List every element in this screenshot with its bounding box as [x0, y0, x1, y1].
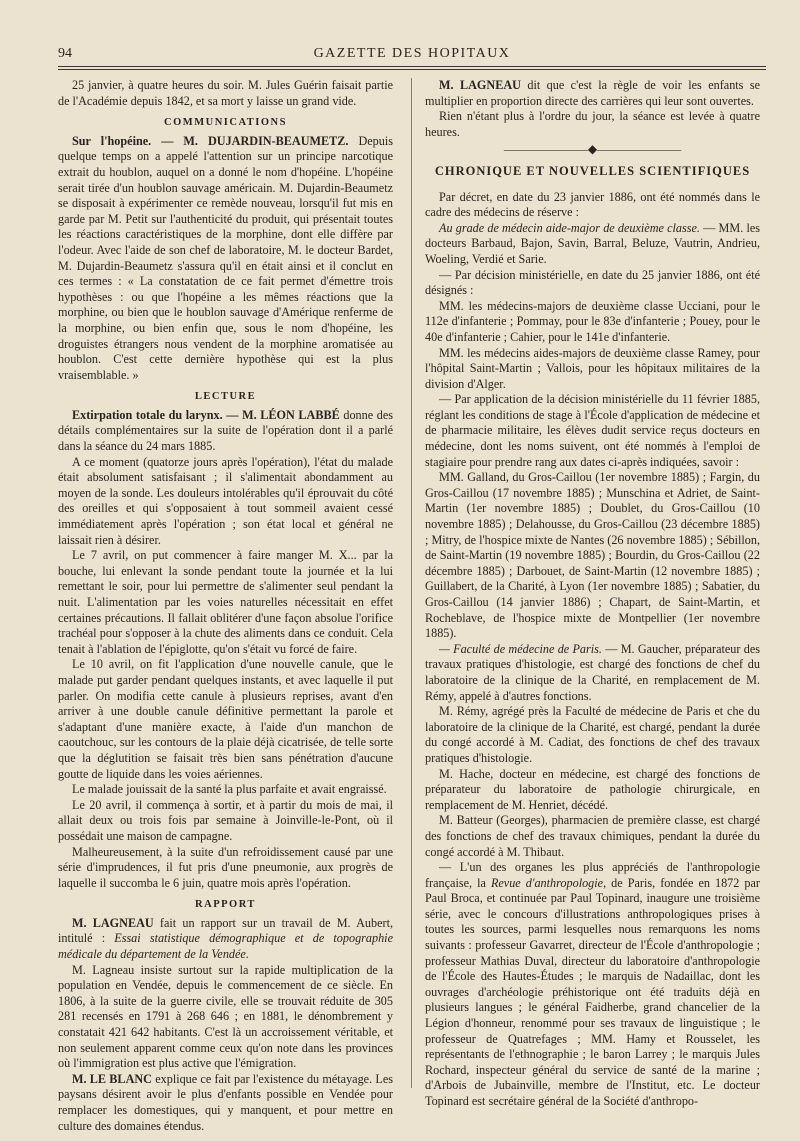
- revue-text-a: — L'un des organes les plus appréciés de l'anthropologie française, la: [425, 860, 760, 890]
- rapport-paragraph: [58, 916, 393, 963]
- leblanc-text: explique ce fait par l'existence du métayage. Les paysans désirent avoir le plus d'enfants possible en Vendée pour remplacer les domestiques, qui y manquent, et pour mettre en culture des domaines étendus.: [58, 1071, 393, 1133]
- lagneau-paragraph: [425, 78, 760, 109]
- larynx-text: donne des détails complémentaires sur la suite de l'opération dont il a parlé dans la séance du 24 mars 1885.: [58, 407, 394, 454]
- paragraph: — Par application de la décision ministérielle du 11 février 1885, réglant les conditions de stage à l'École d'application de médecine et de pharmacie militaire, les élèves dudit service reçus docteurs en médecine, dont les noms suivent, ont été nommés à l'emploi de stagiaire pour prendre rang aux dates ci-après indiquées, savoir :: [425, 392, 760, 469]
- header-rule-top: [58, 66, 766, 67]
- paragraph: M. Rémy, agrégé près la Faculté de médecine de Paris et che du laboratoire de la clinique de la Charité, est chargé, pendant la durée du congé accordé à M. Cadiat, des fonctions de chef des travaux pratiques d'histologie.: [425, 704, 760, 765]
- leblanc-paragraph: [58, 1072, 393, 1134]
- separator-ornament: ———————◆———————: [503, 142, 682, 157]
- grade-title: Au grade de médecin aide-major de deuxième classe.: [439, 220, 700, 235]
- paragraph: Le 7 avril, on put commencer à faire manger M. X... par la bouche, lui enlevant la sonde pendant toute la journée et la lui remettant le soir, pour lui permettre de s'alimenter seul pendant la nuit. L'alimentation par les voies naturelles nécessitait en effet certaines précautions. Il fallait oblitérer d'une façon absolue l'orifice trachéal pour s'opposer à la chute des aliments dans ce conduit. Cela tenait à l'ablation de l'épiglotte, qu'on s'était vu forcé de faire.: [58, 548, 393, 656]
- paragraph: M. Hache, docteur en médecine, est chargé des fonctions de préparateur du laboratoire de pathologie chirurgicale, en remplacement de M. Henriet, décédé.: [425, 766, 760, 812]
- header-rule-bottom: [58, 69, 766, 70]
- faculte-paragraph: [425, 642, 760, 704]
- paragraph: Par décret, en date du 23 janvier 1886, ont été nommés dans le cadre des médecins de réserve :: [425, 189, 760, 220]
- larynx-paragraph: [58, 408, 393, 455]
- intro-paragraph: 25 janvier, à quatre heures du soir. M. Jules Guérin faisait partie de l'Académie depuis 1842, et sa mort y laisse un grand vide.: [58, 78, 393, 108]
- section-heading-lecture: LECTURE: [194, 391, 257, 403]
- rapport-work-title: Essai statistique démographique et de topographie médicale du département de la Vendée.: [58, 931, 393, 962]
- column-divider: [411, 78, 412, 1088]
- hopeine-author: — M. DUJARDIN-BEAUMETZ.: [161, 133, 349, 148]
- paragraph: MM. les médecins aides-majors de deuxième classe Ramey, pour l'hôpital Saint-Martin ; Vallois, pour les hôpitaux militaires de la division d'Alger.: [425, 345, 760, 391]
- revue-text-b: , de Paris, fondée en 1872 par Paul Broca, et continuée par Paul Topinard, inaugure une troisième série, avec le concours d'illustrations anthropologiques prises à toutes les sources, parmi lesquelles nous remarquons les noms suivants : professeur Gavarret, directeur de l'École d'anthropologie ; professeur Mathias Duval, directeur du laboratoire d'anthropologie de l'École des Hautes-Études ; le marquis de Nadaillac, dont les ouvrages d'archéologie préhistorique ont été traduits déjà en plusieurs langues ; le général Faidherbe, grand chancelier de la Légion d'honneur, renommé pour ses travaux de linguistique ; le professeur de Quatrefages ; MM. Hamy et Rousselet, les représentants de l'ethnographie ; le baron Larrey ; le marquis Jules Rochard, inspecteur général du service de santé de la marine ; d'Arbois de Jubainville, membre de l'Institut, etc. Le docteur Topinard est secrétaire général de la Société d'anthropo-: [425, 875, 760, 1108]
- grade-text: — MM. les docteurs Barbaud, Bajon, Savin, Barral, Beluze, Vautrin, Andrieu, Woeling, Verdié et Sarie.: [425, 220, 760, 266]
- grade-paragraph: [425, 221, 760, 268]
- section-heading-rapport: RAPPORT: [195, 899, 256, 911]
- hopeine-title: Sur l'hopéine.: [72, 133, 152, 148]
- journal-title: GAZETTE DES HOPITAUX: [313, 46, 511, 61]
- larynx-author: — M. LÉON LABBÉ: [226, 407, 340, 422]
- paragraph: A ce moment (quatorze jours après l'opération), l'état du malade était absolument satisfaisant ; il s'alimentait abondamment au moyen de la sonde. Les douleurs intolérables qu'il éprouvait du côté des oreilles et qui s'opposaient à tout sommeil avaient cessé immédiatement après l'opération ; son état local et général ne laissait rien à désirer.: [58, 454, 393, 547]
- right-column: [425, 78, 760, 1110]
- paragraph: Rien n'étant plus à l'ordre du jour, la séance est levée à quatre heures.: [425, 109, 760, 139]
- paragraph: Le 20 avril, il commença à sortir, et à partir du mois de mai, il allait deux ou trois fois par semaine à Joinville-le-Pont, où il possédait une maison de campagne.: [58, 797, 393, 843]
- rapport-author: M. LAGNEAU: [72, 915, 154, 930]
- paragraph: MM. les médecins-majors de deuxième classe Ucciani, pour le 112e d'infanterie ; Pommay, pour le 83e d'infanterie ; Pouey, pour le 40e d'infanterie ; Cahier, pour le 141e d'infanterie.: [425, 298, 760, 344]
- faculte-text: — M. Gaucher, préparateur des travaux pratiques d'histologie, est chargé des fonctions de chef du laboratoire de la clinique de la Charité, en remplacement de M. Rémy, appelé à d'autres fonctions.: [425, 641, 760, 703]
- section-heading-communications: COMMUNICATIONS: [164, 117, 287, 129]
- hopeine-paragraph: [58, 134, 393, 384]
- larynx-title: Extirpation totale du larynx.: [72, 407, 223, 422]
- leblanc-author: M. LE BLANC: [72, 1071, 152, 1086]
- faculte-title: — Faculté de médecine de Paris.: [439, 641, 602, 656]
- chronicle-heading: CHRONIQUE ET NOUVELLES SCIENTIFIQUES: [434, 163, 751, 178]
- hopeine-text: Depuis quelque temps on a appelé l'attention sur un principe narcotique extrait du houblon, auquel on a donné le nom d'hopéine. L'hopéine serait tirée d'un houblon sauvage américain. M. Dujardin-Beaumetz se disposait à expérimenter ce remède nouveau, lorsqu'il fut mis en garde par M. Petit sur l'authenticité du produit, qui présentait toutes les réactions caractéristiques de la morphine, dont elle diffère par l'odeur. Avec l'aide de son chef de laboratoire, M. le docteur Bardet, M. Dujardin-Beaumetz s'assura qu'il en était ainsi et il conclut en ces termes : « La constatation de ce fait permet d'émettre trois hypothèses : ou que l'hopéine a les mêmes réactions que la morphine, ou bien que le houblon sauvage d'Amérique renferme de la morphine, ou bien enfin que, sous le nom d'hopéine, les droguistes étrangers nous vendent de la morphine aromatisée au houblon. C'est cette dernière hypothèse qui est la plus vraisemblable. »: [58, 133, 393, 382]
- lagneau-text: dit que c'est la règle de voir les enfants se multiplier en proportion directe des carrières qui leur sont ouvertes.: [425, 78, 761, 108]
- revue-paragraph: [425, 860, 760, 1110]
- paragraph: Le malade jouissait de la santé la plus parfaite et avait engraissé.: [72, 782, 387, 797]
- paragraph: MM. Galland, du Gros-Caillou (1er novembre 1885) ; Fargin, du Gros-Caillou (17 novembre 1885) ; Munschina et Adriet, de Saint-Martin (1er novembre 1885) ; Doublet, du Gros-Caillou (10 novembre 1885) ; Delahousse, du Gros-Caillou (23 décembre 1885) ; Mitry, de l'hospice mixte de Nantes (26 novembre 1885) ; Sébillon, de Saint-Martin (19 novembre 1885) ; Bourdin, du Gros-Caillou (22 décembre 1885) ; Darbouet, de Saint-Martin (12 novembre 1885) ; Guillabert, de la Charité, à Lyon (1er novembre 1885) ; Sabatier, du Gros-Caillou (14 janvier 1886) ; Chapart, de Saint-Martin, et Rocheblave, de l'hospice mixte de Montpellier (1er novembre 1885).: [425, 470, 760, 641]
- paragraph: — Par décision ministérielle, en date du 25 janvier 1886, ont été désignés :: [425, 267, 760, 298]
- page-header: [58, 40, 766, 64]
- paragraph: M. Lagneau insiste surtout sur la rapide multiplication de la population en Vendée, depuis le commencement de ce siècle. En 1806, à la suite de la guerre civile, elle se trouvait réduite de 305 281 recensés en 1791 à 268 646 ; en 1881, le dénombrement y constatait 421 642 habitants. C'est là un accroissement véritable, et non seulement apparent comme ceux qu'on note dans les provinces où l'immigration est plus active que l'émigration.: [58, 962, 393, 1071]
- lagneau-author: M. LAGNEAU: [439, 78, 521, 92]
- left-column: [58, 78, 393, 1134]
- paragraph: Malheureusement, à la suite d'un refroidissement causé par une série d'imprudences, il fut pris d'une pneumonie, aux progrès de laquelle il succomba le 6 juin, quatre mois après l'opération.: [58, 844, 393, 890]
- rapport-text: fait un rapport sur un travail de M. Aubert, intitulé :: [58, 915, 393, 946]
- paragraph: M. Batteur (Georges), pharmacien de première classe, est chargé des fonctions de chef des travaux chimiques, pendant la durée du congé accordé à M. Thibaut.: [425, 813, 760, 859]
- page-number: 94: [58, 46, 72, 61]
- paragraph: Le 10 avril, on fit l'application d'une nouvelle canule, que le malade put garder pendant quelques instants, et avec laquelle il put parler. On modifia cette canule à plusieurs reprises, avant d'en arriver à une double canule définitive permettant la parole et s'adaptant d'une manière exacte, à l'aide d'un manchon de caoutchouc, sur les contours de la plaie déjà cicatrisée, de telle sorte que la déglutition se faisait très bien sans pénétration d'aucune goutte de liquide dans les voies aériennes.: [58, 657, 393, 781]
- revue-title: Revue d'anthropologie: [490, 875, 604, 890]
